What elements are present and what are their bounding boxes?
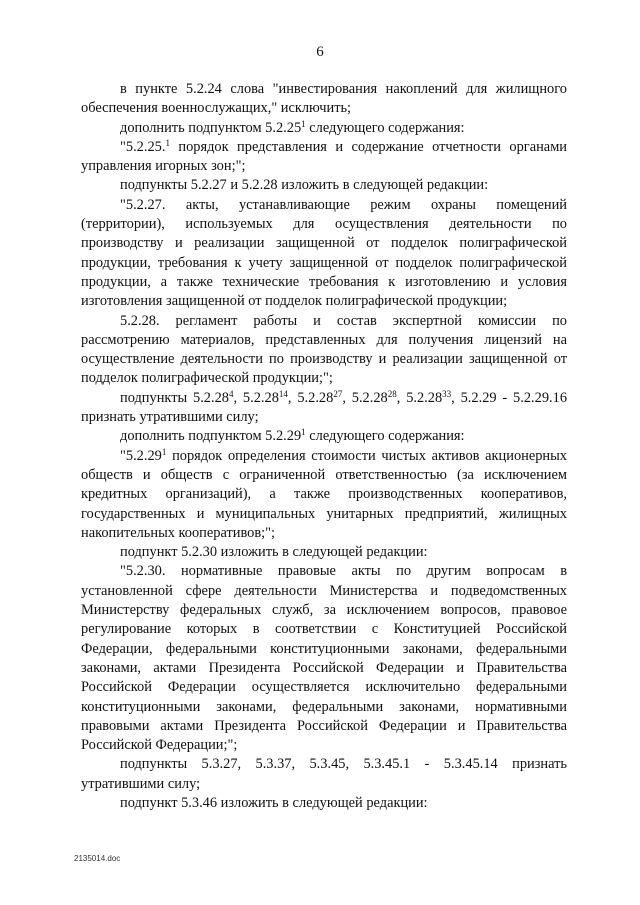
text-run: следующего содержания: [305, 428, 465, 445]
paragraph-1 [81, 80, 567, 119]
text-run: порядок определения стоимости чистых активов акционерных обществ и обществ с ограниченной ответственностью (за исключением кредитных организаций), а также производственных кооперативов, государственных и муниципальных унитарных предприятий, жилищных накопительных кооперативов;"; [81, 447, 567, 541]
paragraph-10 [81, 543, 567, 562]
text-run: "5.2.27. акты, устанавливающие режим охраны помещений (территории), используемых для осуществления деятельности по производству и реализации защищенной от подделок полиграфической продукции, требования к учету защищенной от подделок полиграфической продукции, а также технические требования к изготовлению и условия изготовления защищенной от подделок полиграфической продукции; [81, 196, 567, 310]
text-run: "5.2.25. [120, 138, 166, 155]
text-run: дополнить подпунктом 5.2.29 [120, 428, 302, 445]
superscript: 1 [301, 118, 306, 129]
text-run: в пункте 5.2.24 слова "инвестирования накоплений для жилищного обеспечения военнослужащих," исключить; [81, 81, 567, 117]
text-run: подпункты 5.2.28 [120, 389, 229, 406]
superscript: 1 [165, 137, 170, 148]
text-run: следующего содержания: [305, 119, 465, 136]
superscript: 1 [301, 427, 306, 438]
text-run: 5.2.28. регламент работы и состав экспертной комиссии по рассмотрению материалов, представленных для получения лицензий на осуществление деятельности по производству и реализации защищенной от подделок полиграфической продукции;"; [81, 312, 567, 387]
text-run: подпункты 5.2.27 и 5.2.28 изложить в следующей редакции: [120, 177, 489, 194]
superscript: 4 [228, 388, 234, 399]
superscript: 33 [442, 388, 452, 399]
paragraph-4 [81, 176, 567, 195]
text-run: "5.2.29 [120, 447, 162, 464]
text-run: , 5.2.28 [233, 389, 279, 406]
paragraph-2 [81, 119, 567, 138]
text-run: дополнить подпунктом 5.2.25 [120, 119, 302, 136]
page-number: 6 [316, 44, 324, 60]
superscript: 28 [387, 388, 397, 399]
superscript: 1 [161, 446, 167, 457]
text-run: подпункты 5.3.27, 5.3.37, 5.3.45, 5.3.45.1 - 5.3.45.14 признать утратившими силу; [81, 756, 567, 792]
paragraph-13 [81, 794, 567, 813]
text-run: подпункт 5.3.46 изложить в следующей редакции: [120, 794, 428, 811]
paragraph-12 [81, 755, 567, 794]
document-body [81, 80, 567, 813]
paragraph-7 [81, 389, 567, 428]
text-run: , 5.2.28 [396, 389, 443, 406]
paragraph-9 [81, 447, 567, 543]
paragraph-3 [81, 138, 567, 177]
text-run: "5.2.30. нормативные правовые акты по другим вопросам в установленной сфере деятельности Министерства и подведомственных Министерству федеральных служб, за исключением вопросов, правовое регулирование которых в соответствии с Конституцией Российской Федерации, федеральными конституционными законами, федеральными законами, актами Президента Российской Федерации и Правительства Российской Федерации осуществляется исключительно федеральными конституционными законами, федеральными законами, нормативными правовыми актами Президента Российской Федерации и Правительства Российской Федерации;"; [81, 563, 567, 754]
document-filename: 2135014.doc [74, 854, 121, 863]
paragraph-6 [81, 312, 567, 389]
superscript: 14 [278, 388, 288, 399]
superscript: 27 [333, 388, 343, 399]
paragraph-5 [81, 196, 567, 312]
paragraph-8 [81, 427, 567, 446]
text-run: подпункт 5.2.30 изложить в следующей редакции: [120, 544, 428, 561]
paragraph-11 [81, 562, 567, 755]
text-run: , 5.2.28 [342, 389, 388, 406]
text-run: , 5.2.28 [287, 389, 334, 406]
text-run: , 5.2.29 - 5.2.29.16 признать утратившими силу; [81, 389, 568, 426]
text-run: порядок представления и содержание отчетности органами управления игорных зон;"; [81, 138, 567, 175]
